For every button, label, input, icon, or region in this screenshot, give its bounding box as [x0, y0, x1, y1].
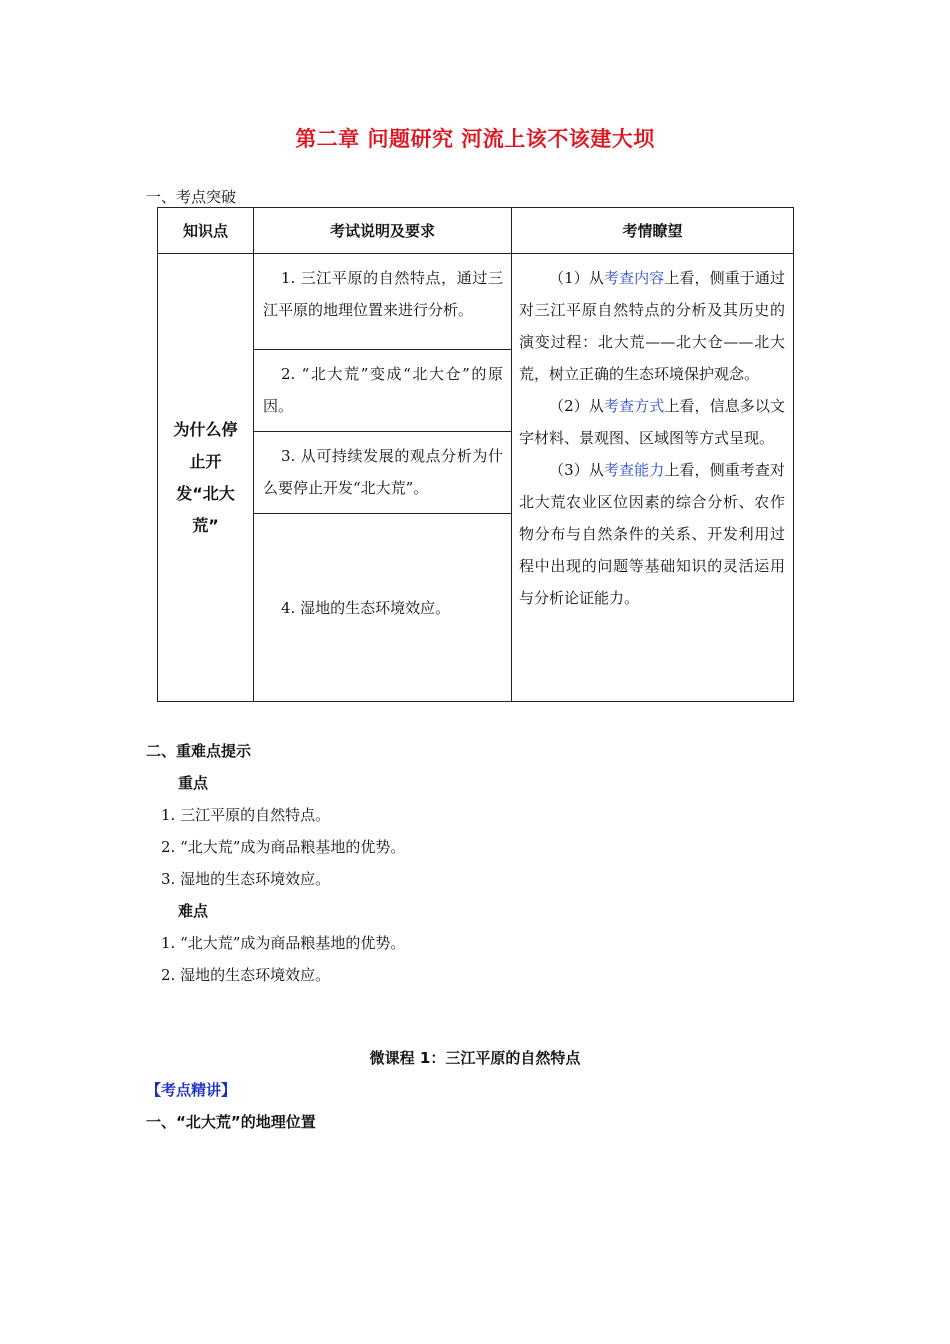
exam-points-table [157, 207, 794, 702]
header-requirements: 考试说明及要求 [254, 208, 512, 254]
header-outlook: 考情瞭望 [512, 208, 794, 254]
knowledge-point-cell: 为什么停止开发“北大荒” [158, 254, 254, 702]
course-title: 微课程 1：三江平原的自然特点 [369, 1049, 581, 1067]
outlook-paragraph: （2）从考查方式上看，信息多以文字材料、景观图、区域图等方式呈现。 [519, 397, 785, 447]
table-header-row [158, 208, 794, 254]
link-exam-content[interactable]: 考查内容 [603, 269, 665, 287]
list-item: 2. 湿地的生态环境效应。 [161, 966, 331, 984]
list-item: 1. 三江平原的自然特点。 [161, 806, 331, 824]
kaodian-heading: 【考点精讲】 [146, 1081, 237, 1099]
outlook-paragraph: （3）从考查能力上看，侧重考查对北大荒农业区位因素的综合分析、农作物分布与自然条件的关系、开发利用过程中出现的问题等基础知识的灵活运用与分析论证能力。 [519, 461, 785, 607]
header-knowledge-point: 知识点 [158, 208, 254, 254]
section-heading-exam-points: 一、考点突破 [146, 188, 237, 206]
link-exam-ability[interactable]: 考查能力 [603, 461, 665, 479]
link-exam-method[interactable]: 考查方式 [603, 397, 665, 415]
list-item: 1. “北大荒”成为商品粮基地的优势。 [161, 934, 406, 952]
table-row [158, 254, 794, 702]
requirement-item: 4. 湿地的生态环境效应。 [281, 598, 451, 617]
section-heading-key-difficult: 二、重难点提示 [146, 742, 252, 760]
requirement-item: 1. 三江平原的自然特点，通过三江平原的地理位置来进行分析。 [254, 254, 511, 350]
outlook-paragraph: （1）从考查内容上看，侧重于通过对三江平原自然特点的分析及其历史的演变过程：北大荒——北大仓——北大荒，树立正确的生态环境保护观念。 [519, 269, 785, 383]
list-item: 2. “北大荒”成为商品粮基地的优势。 [161, 838, 406, 856]
list-item: 3. 湿地的生态环境效应。 [161, 870, 331, 888]
requirements-cell [254, 254, 512, 702]
difficult-points-label: 难点 [178, 902, 209, 920]
requirement-item: 3. 从可持续发展的观点分析为什么要停止开发“北大荒”。 [254, 432, 511, 514]
requirement-item: 2. “北大荒”变成“北大仓”的原因。 [254, 350, 511, 432]
subheading-location: 一、“北大荒”的地理位置 [146, 1113, 316, 1131]
key-points-label: 重点 [178, 774, 209, 792]
page-title: 第二章 问题研究 河流上该不该建大坝 [295, 127, 655, 151]
outlook-cell [512, 254, 794, 702]
